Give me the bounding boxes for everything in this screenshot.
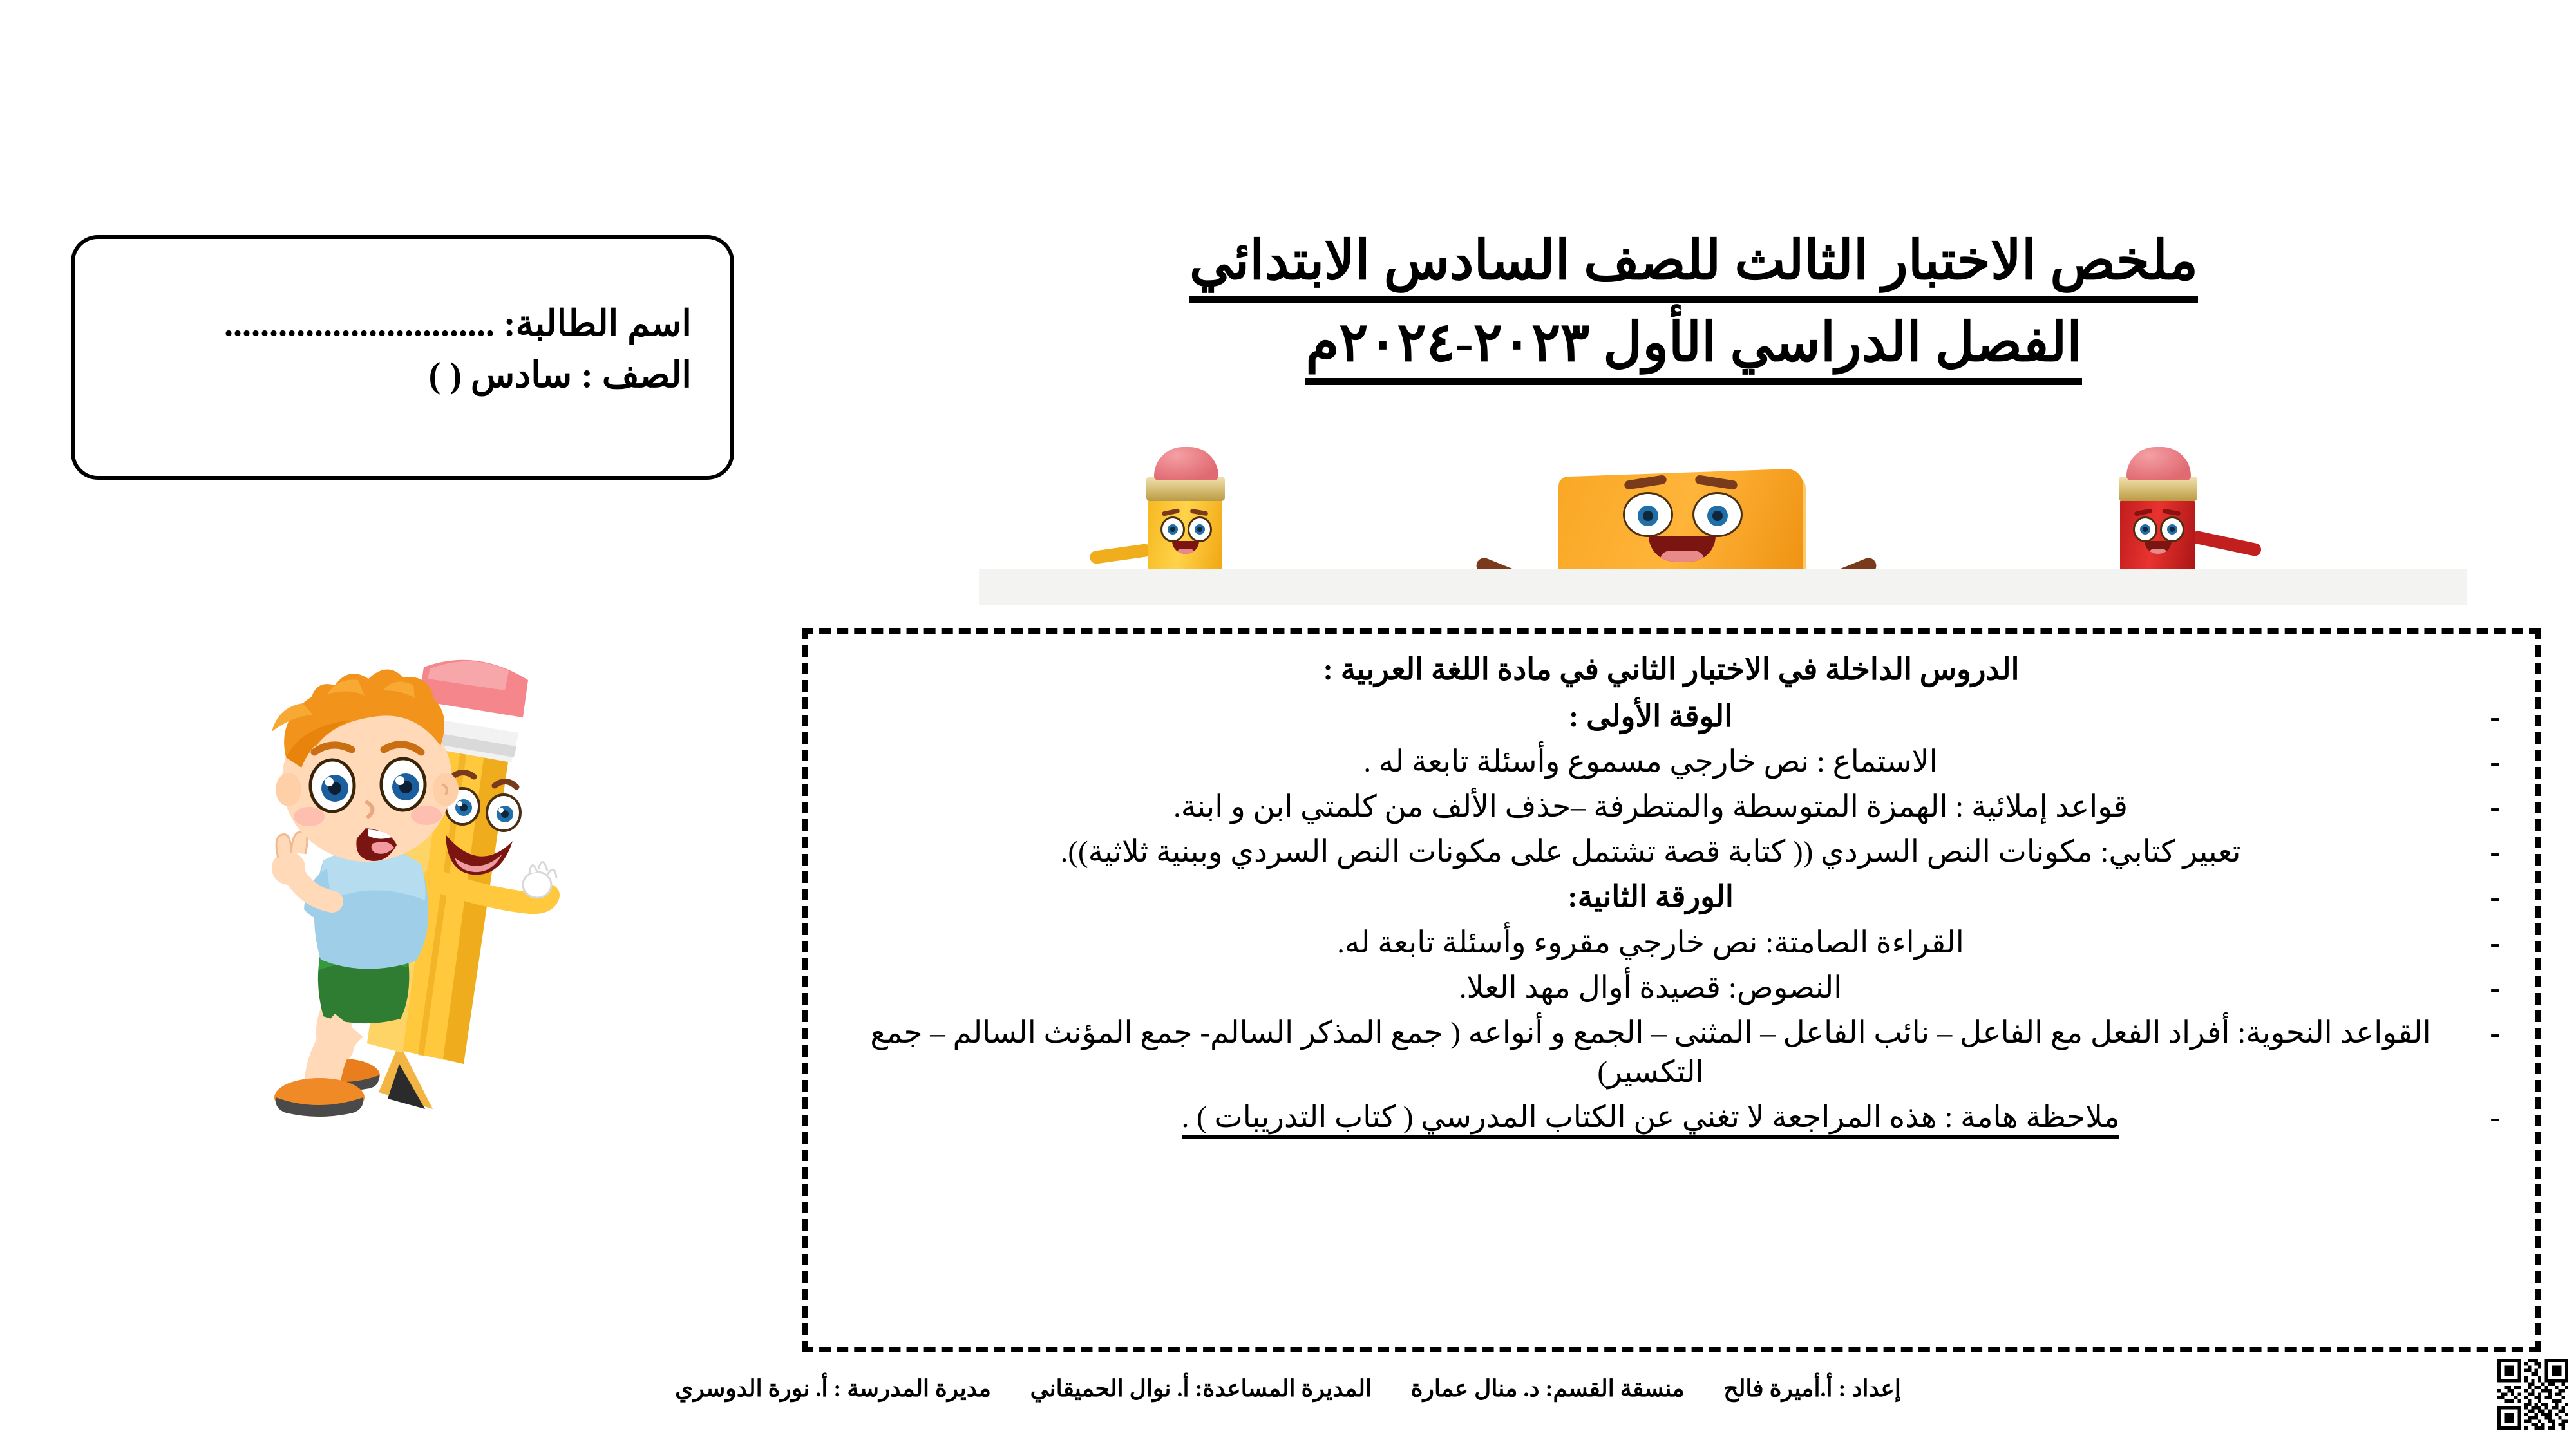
footer-principal: مديرة المدرسة : أ. نورة الدوسري: [675, 1376, 991, 1401]
red-crayon-eraser: [2126, 447, 2191, 480]
red-crayon-face: [2126, 509, 2191, 554]
list-item: [837, 788, 2505, 827]
list-item-text: الاستماع : نص خارجي مسموع وأسئلة تابعة له .: [1363, 745, 1938, 779]
student-info-box: [71, 235, 734, 480]
list-item: [837, 833, 2505, 872]
list-marker: -: [2490, 745, 2500, 779]
book-face: [1613, 478, 1754, 562]
list-marker: -: [2490, 880, 2500, 914]
yellow-crayon-arm: [1089, 543, 1152, 564]
list-item: [837, 969, 2505, 1008]
title-line-1: ملخص الاختبار الثالث للصف السادس الابتدائي: [1189, 229, 2198, 303]
yellow-crayon-character-icon: [1140, 461, 1230, 583]
list-marker: -: [2490, 790, 2500, 824]
list-item-text: القواعد النحوية: أفراد الفعل مع الفاعل – نائب الفاعل – المثنى – الجمع و أنواعه ( جمع المذكر السالم- جمع المؤنث السالم – جمع التكسير): [870, 1016, 2431, 1089]
footer-credits: [0, 1375, 2576, 1402]
list-marker: -: [2490, 700, 2500, 734]
footer-vice-principal: المديرة المساعدة: أ. نوال الحميقاني: [1030, 1376, 1372, 1401]
list-item: [837, 697, 2505, 737]
student-name-dots: ..............................: [223, 304, 495, 344]
boy-hugging-pencil-illustration: [206, 631, 631, 1146]
list-marker: -: [2490, 925, 2500, 960]
list-item: [837, 923, 2505, 963]
list-item: [837, 878, 2505, 917]
list-item-text: النصوص: قصيدة أوال مهد العلا.: [1459, 971, 1842, 1005]
list-item-text: الوقة الأولى :: [1568, 700, 1733, 734]
orange-book-character-icon: [1546, 455, 1816, 583]
student-grade-field[interactable]: [429, 355, 692, 396]
list-item: [837, 1014, 2505, 1092]
list-marker: -: [2490, 835, 2500, 869]
lessons-list: [808, 634, 2535, 1137]
list-item: [837, 743, 2505, 782]
qr-code-icon[interactable]: [2497, 1359, 2568, 1430]
list-marker: -: [2490, 1016, 2500, 1050]
student-grade-label: الصف : سادس: [470, 355, 692, 395]
list-marker: -: [2490, 971, 2500, 1005]
lessons-heading: الدروس الداخلة في الاختبار الثاني في مادة اللغة العربية :: [1323, 653, 2020, 687]
lessons-content-box: [802, 628, 2541, 1352]
footer-prepared-by: إعداد : أ.أميرة فالح: [1723, 1376, 1901, 1401]
list-item-text: ملاحظة هامة : هذه المراجعة لا تغني عن الكتاب المدرسي ( كتاب التدريبات ) .: [1182, 1101, 2120, 1139]
white-banner-shelf: [979, 569, 2467, 605]
title-line-2: الفصل الدراسي الأول ٢٠٢٣-٢٠٢٤م: [1305, 310, 2081, 384]
page-title: [921, 229, 2467, 385]
red-crayon-character-icon: [2112, 461, 2202, 583]
yellow-crayon-face: [1154, 509, 1218, 554]
list-item-text: الورقة الثانية:: [1567, 880, 1734, 914]
list-item-text: القراءة الصامتة: نص خارجي مقروء وأسئلة تابعة له.: [1337, 925, 1964, 960]
list-marker: -: [2490, 1100, 2500, 1134]
list-item-text: تعبير كتابي: مكونات النص السردي (( كتابة قصة تشتمل على مكونات النص السردي وببنية ثلاثية)).: [1060, 835, 2241, 869]
list-item: [837, 1098, 2505, 1137]
student-name-field[interactable]: [224, 303, 692, 345]
student-grade-value: ( ): [428, 355, 462, 395]
yellow-crayon-eraser: [1154, 447, 1218, 480]
red-crayon-arm: [2190, 530, 2262, 557]
student-name-label: اسم الطالبة:: [503, 304, 692, 344]
footer-coordinator: منسقة القسم: د. منال عمارة: [1410, 1376, 1685, 1401]
crayon-and-book-characters-illustration: [979, 444, 2467, 605]
list-item-text: قواعد إملائية : الهمزة المتوسطة والمتطرفة –حذف الألف من كلمتي ابن و ابنة.: [1173, 790, 2128, 824]
